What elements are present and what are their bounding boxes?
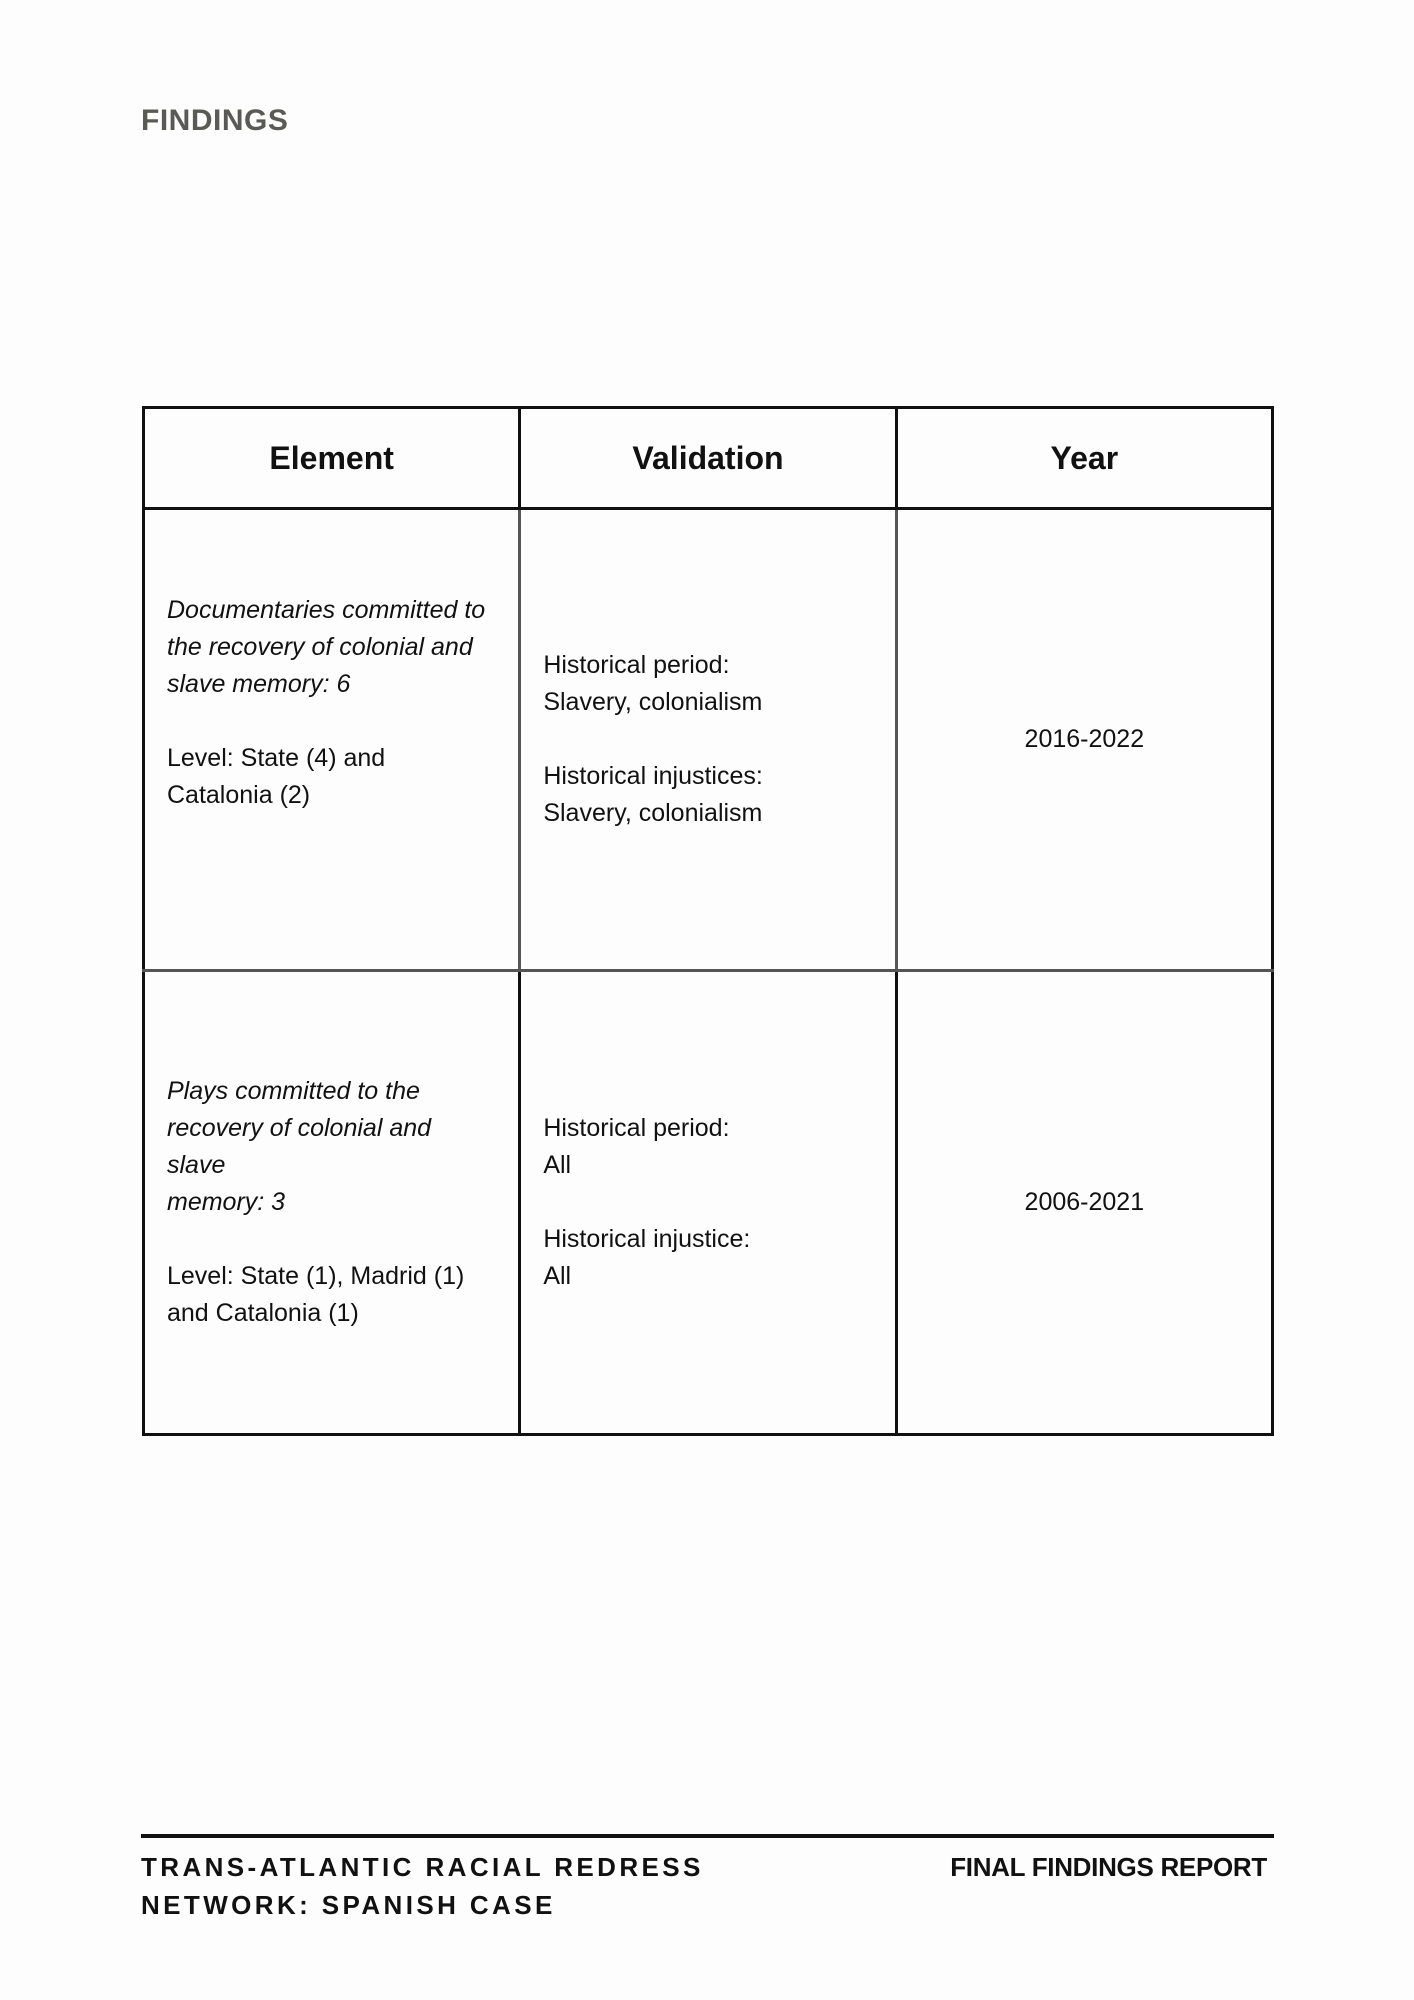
- historical-injustice-value: Slavery, colonialism: [543, 799, 763, 827]
- historical-period-value: Slavery, colonialism: [543, 688, 763, 716]
- footer-report-title: FINAL FINDINGS REPORT: [950, 1852, 1267, 1882]
- element-description-line: the recovery of colonial and: [167, 632, 473, 661]
- element-cell: [144, 971, 520, 1435]
- footer-network-title: [141, 1848, 704, 1924]
- historical-injustice-value: All: [543, 1262, 572, 1290]
- column-header-year: Year: [896, 408, 1272, 509]
- findings-table: [142, 406, 1274, 1436]
- section-title: FINDINGS: [141, 104, 289, 137]
- historical-injustice-label: Historical injustice:: [543, 1225, 751, 1253]
- element-level-line: and Catalonia (1): [167, 1299, 359, 1327]
- element-cell: [144, 509, 520, 971]
- column-header-validation: Validation: [520, 408, 896, 509]
- element-level-line: Catalonia (2): [167, 780, 311, 809]
- element-description-line: recovery of colonial and slave: [167, 1114, 432, 1179]
- element-description-line: Plays committed to the: [167, 1077, 420, 1105]
- element-level-line: Level: State (4) and: [167, 743, 386, 772]
- historical-injustice-label: Historical injustices:: [543, 762, 763, 790]
- year-cell: 2006-2021: [896, 971, 1272, 1435]
- table-header-row: [144, 408, 1273, 509]
- column-header-element: Element: [144, 408, 520, 509]
- year-cell: 2016-2022: [896, 509, 1272, 971]
- historical-period-value: All: [543, 1151, 572, 1179]
- footer-network-line: TRANS-ATLANTIC RACIAL REDRESS: [141, 1852, 704, 1882]
- table-row: [144, 509, 1273, 971]
- element-description-line: memory: 3: [167, 1188, 286, 1216]
- historical-period-label: Historical period:: [543, 651, 730, 679]
- element-level-line: Level: State (1), Madrid (1): [167, 1262, 465, 1290]
- validation-cell: [520, 509, 896, 971]
- footer-divider: [141, 1834, 1274, 1838]
- validation-cell: [520, 971, 896, 1435]
- element-description-line: Documentaries committed to: [167, 595, 486, 624]
- historical-period-label: Historical period:: [543, 1114, 730, 1142]
- element-description-line: slave memory: 6: [167, 669, 351, 698]
- table-row: [144, 971, 1273, 1435]
- footer-network-line: NETWORK: SPANISH CASE: [141, 1890, 556, 1920]
